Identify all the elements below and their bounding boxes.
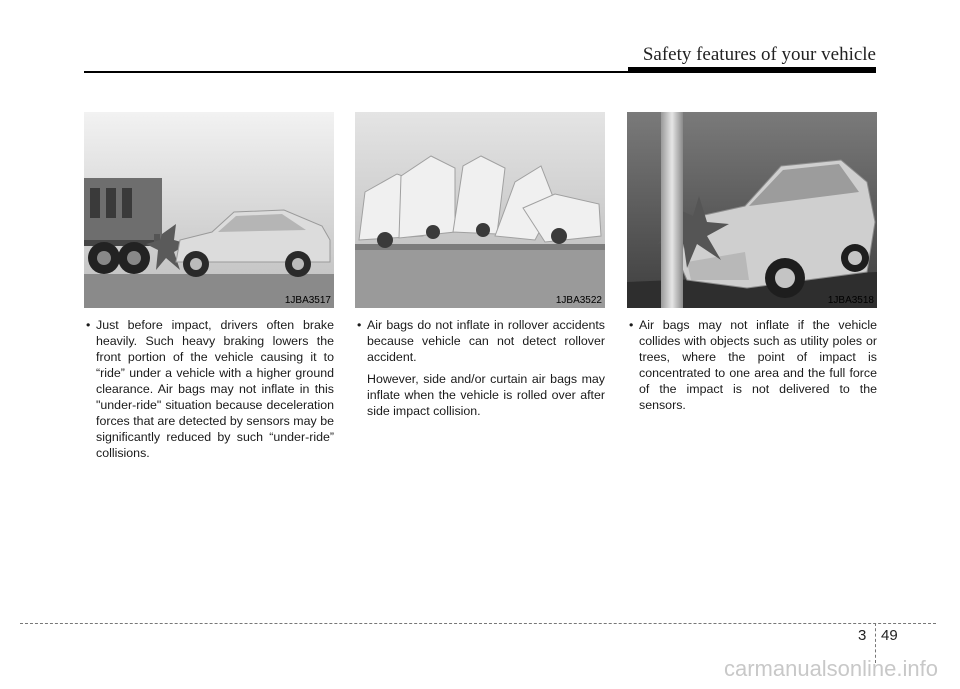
figure-pole — [627, 112, 877, 308]
bullet-pole: • Air bags may not inflate if the vehicle collides with objects such as utility poles or trees, where the point of impact is concentrated to one area and the full force of the impact is not delivered to the sensors. — [627, 317, 877, 413]
figure-code: 1JBA3522 — [555, 295, 602, 306]
rollover-illustration — [355, 112, 605, 308]
figure-underride — [84, 112, 334, 308]
page-number: 49 — [881, 627, 898, 644]
column-rollover — [355, 317, 605, 419]
figure-rollover — [355, 112, 605, 308]
underride-illustration — [84, 112, 334, 308]
page-header-title: Safety features of your vehicle — [642, 44, 876, 65]
chapter-number: 3 — [858, 627, 867, 644]
bullet-rollover: • Air bags do not inflate in rollover accidents because vehicle can not detect rollover accident. — [355, 317, 605, 365]
footer-divider — [20, 623, 936, 624]
header-rule-accent — [628, 67, 876, 73]
column-underride — [84, 317, 334, 467]
column-pole — [627, 317, 877, 419]
paragraph-side-impact: However, side and/or curtain air bags may inflate when the vehicle is rolled over after side impact collision. — [367, 372, 605, 418]
bullet-underride: • Just before impact, drivers often brake heavily. Such heavy braking lowers the front portion of the vehicle causing it to “ride” under a vehicle with a higher ground clearance. Air bags may not inflate in this "under-ride" situation because deceleration forces that are detected by sensors may be significantly reduced by such “under-ride” collisions. — [84, 317, 334, 461]
figure-code: 1JBA3517 — [284, 295, 331, 306]
watermark: carmanualsonline.info — [723, 656, 938, 681]
figure-code: 1JBA3518 — [827, 295, 874, 306]
pole-illustration — [627, 112, 877, 308]
